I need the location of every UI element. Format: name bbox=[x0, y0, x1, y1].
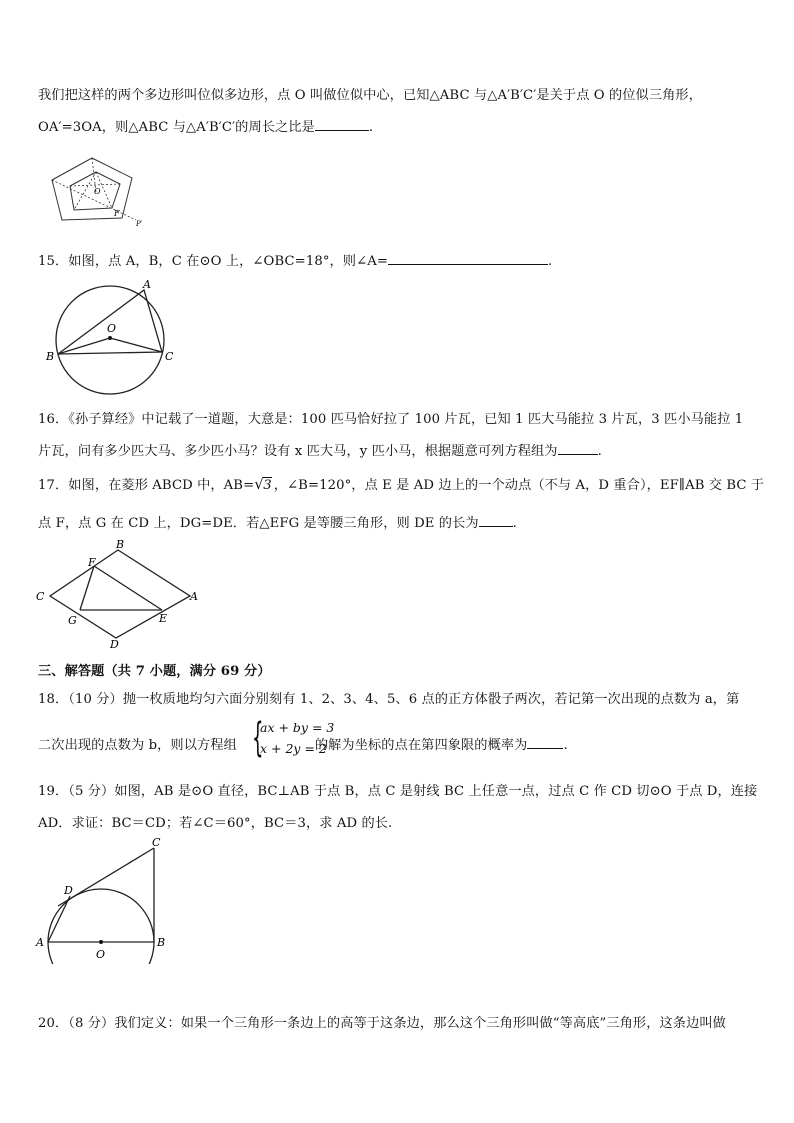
fig17-label-d: D bbox=[110, 638, 119, 651]
pentagon-label-o: O bbox=[94, 187, 101, 196]
fig17-label-f: F bbox=[88, 556, 96, 569]
circle-figure-15 bbox=[38, 276, 188, 396]
section-3-title: 三、解答题（共 7 小题，满分 69 分） bbox=[38, 664, 271, 679]
intro-line-2-text: OA′=3OA，则△ABC 与△A′B′C′的周长之比是 bbox=[38, 120, 315, 135]
fig15-label-a: A bbox=[143, 278, 151, 291]
fig15-label-o: O bbox=[107, 322, 117, 335]
intro-line-1: 我们把这样的两个多边形叫位似多边形，点 O 叫做位似中心，已知△ABC 与△A′B′C′是关于点 O 的位似三角形， bbox=[38, 88, 702, 103]
fig19-label-o: O bbox=[96, 948, 106, 961]
intro-line-2 bbox=[38, 116, 373, 135]
tangent-figure-19 bbox=[34, 834, 174, 964]
brace-icon: { bbox=[252, 715, 264, 761]
question-17-text-b: ，∠B=120°，点 E 是 AD 边上的一个动点（不与 A，D 重合），EF∥AB 交 BC 于 bbox=[273, 478, 765, 493]
question-20-line-1: 20．（8 分）我们定义：如果一个三角形一条边上的高等于这条边，那么这个三角形叫做“等高底”三角形，这条边叫做 bbox=[38, 1016, 726, 1031]
question-16-end: . bbox=[597, 444, 602, 459]
rhombus-figure-17 bbox=[34, 536, 202, 652]
fig19-label-b: B bbox=[157, 936, 166, 949]
fig17-label-b: B bbox=[116, 538, 125, 551]
pentagon-label-f: F bbox=[114, 209, 120, 218]
question-17-line-2 bbox=[38, 512, 517, 531]
equation-2: x + 2y = 2 bbox=[260, 741, 327, 756]
question-17-text-c: 点 F，点 G 在 CD 上，DG=DE．若△EFG 是等腰三角形，则 DE 的长为 bbox=[38, 516, 479, 531]
question-19-line-2: AD．求证：BC＝CD；若∠C＝60°，BC＝3，求 AD 的长. bbox=[38, 816, 393, 831]
sqrt-value: 3 bbox=[263, 478, 272, 493]
question-19-line-1: 19．（5 分）如图，AB 是⊙O 直径，BC⊥AB 于点 B，点 C 是射线 BC 上任意一点，过点 C 作 CD 切⊙O 于点 D，连接 bbox=[38, 784, 758, 799]
question-18-end: . bbox=[563, 738, 568, 753]
answer-blank bbox=[388, 252, 548, 265]
question-15-text: 15．如图，点 A，B，C 在⊙O 上，∠OBC=18°，则∠A= bbox=[38, 254, 389, 269]
question-17-text-a: 17．如图，在菱形 ABCD 中，AB= bbox=[38, 478, 255, 493]
sqrt-expression: √ 3 bbox=[254, 475, 272, 493]
pentagon-label-p: P′ bbox=[136, 220, 143, 228]
question-17-line-1 bbox=[38, 474, 764, 493]
fig15-label-c: C bbox=[165, 350, 174, 363]
fig19-label-d: D bbox=[64, 884, 73, 897]
fig19-label-c: C bbox=[152, 836, 161, 849]
fig17-label-a: A bbox=[190, 590, 198, 603]
equation-1: ax + by = 3 bbox=[260, 720, 335, 735]
fig15-label-b: B bbox=[46, 350, 55, 363]
question-16-text: 片瓦，问有多少匹大马、多少匹小马？设有 x 匹大马，y 匹小马，根据题意可列方程组为 bbox=[38, 444, 558, 459]
fig17-label-e: E bbox=[159, 612, 168, 625]
equation-system bbox=[252, 715, 335, 762]
question-17-end: . bbox=[512, 516, 517, 531]
answer-blank bbox=[558, 442, 598, 455]
fig17-label-c: C bbox=[36, 590, 45, 603]
fig19-label-a: A bbox=[36, 936, 44, 949]
question-18-line-1: 18．（10 分）抛一枚质地均匀六面分别刻有 1、2、3、4、5、6 点的正方体骰子两次，若记第一次出现的点数为 a，第 bbox=[38, 692, 740, 707]
fig17-label-g: G bbox=[68, 614, 77, 627]
pentagon-figure bbox=[44, 152, 154, 228]
question-16-line-2 bbox=[38, 440, 602, 459]
intro-line-2-end: . bbox=[368, 120, 374, 135]
question-15-end: . bbox=[548, 254, 553, 269]
question-18-text-a: 二次出现的点数为 b，则以方程组 bbox=[38, 738, 237, 753]
question-18-text-b: 的解为坐标的点在第四象限的概率为 bbox=[314, 738, 528, 753]
answer-blank bbox=[315, 118, 369, 131]
answer-blank bbox=[479, 514, 513, 527]
question-16-line-1: 16．《孙子算经》中记载了一道题，大意是：100 匹马恰好拉了 100 片瓦，已知 1 匹大马能拉 3 片瓦，3 匹小马能拉 1 bbox=[38, 412, 744, 427]
answer-blank bbox=[527, 736, 563, 749]
question-15 bbox=[38, 250, 552, 269]
